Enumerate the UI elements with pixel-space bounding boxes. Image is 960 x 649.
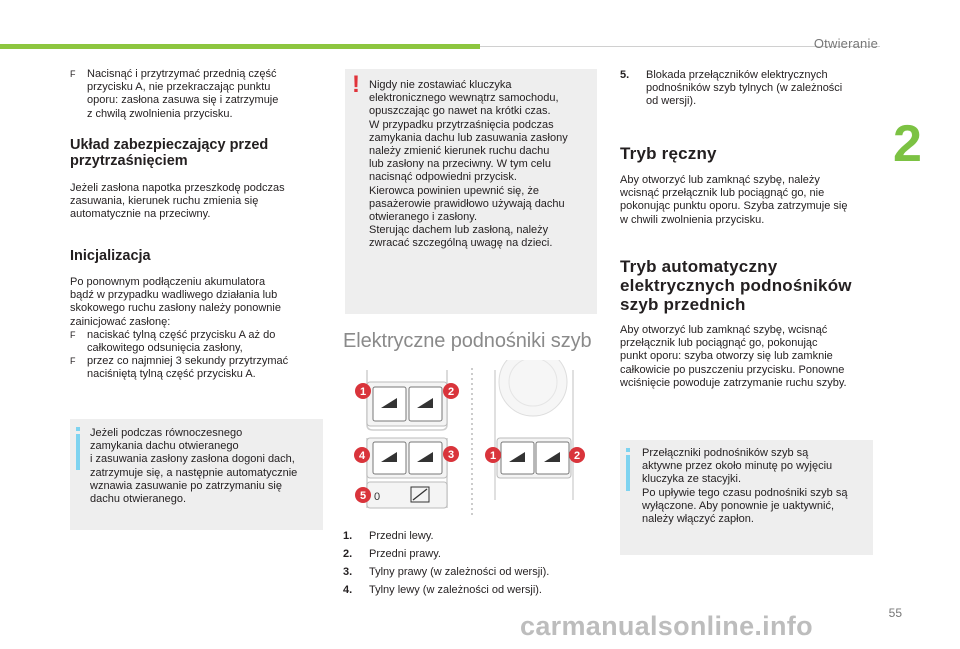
badge-label: 2 bbox=[573, 450, 581, 462]
text-line: i zasuwania zasłony zasłona dogoni dach, bbox=[90, 453, 295, 466]
text-line: Aby otworzyć lub zamknąć szybę, wcisnąć bbox=[620, 324, 828, 336]
text-line: całkowicie po puszczeniu przycisku. Ponowne bbox=[620, 363, 845, 376]
para-manual bbox=[620, 174, 878, 227]
badge-label: 3 bbox=[447, 449, 455, 461]
text-line: Aby otworzyć lub zamknąć szybę, należy bbox=[620, 174, 820, 186]
text-line: Przełączniki podnośników szyb są bbox=[642, 447, 809, 459]
text-line: oporu: zasłona zasuwa się i zatrzymuje bbox=[87, 94, 279, 107]
text-line: wciśnięcie powoduje zatrzymanie ruchu szyby. bbox=[620, 376, 847, 389]
text-line: bądź w przypadku wadliwego działania lub bbox=[70, 289, 278, 302]
list-number: 2. bbox=[343, 548, 353, 560]
badge-1-passenger bbox=[485, 447, 501, 463]
item-5 bbox=[620, 69, 875, 108]
heading-line: przytrzaśnięciem bbox=[70, 153, 188, 169]
window-switch-diagram bbox=[345, 360, 600, 520]
info-icon-bar bbox=[626, 455, 630, 491]
text-line: pokonując punktu oporu. Szyba zatrzymuje się bbox=[620, 200, 848, 213]
text-line: należy zmienić kierunek ruchu dachu bbox=[369, 145, 550, 158]
text-line: w chwili zwolnienia przycisku. bbox=[620, 213, 765, 226]
badge-4 bbox=[354, 447, 370, 463]
list-item bbox=[343, 584, 599, 597]
info-icon bbox=[626, 448, 630, 452]
text-line: od wersji). bbox=[646, 95, 697, 107]
heading-line: Tryb automatyczny bbox=[620, 257, 778, 276]
badge-label: 4 bbox=[358, 450, 366, 462]
init-bullet-2 bbox=[70, 355, 332, 381]
info-icon-bar bbox=[76, 434, 80, 470]
text-line: Blokada przełączników elektrycznych bbox=[646, 69, 828, 81]
warning-icon: ! bbox=[352, 71, 360, 98]
badge-1 bbox=[355, 383, 371, 399]
badge-label: 5 bbox=[359, 490, 367, 502]
init-bullet-1 bbox=[70, 329, 332, 355]
heading-power-windows: Elektryczne podnośniki szyb bbox=[343, 330, 592, 352]
text-line: zasuwania, kierunek ruchu zmienia się bbox=[70, 195, 259, 208]
text-line: Nacisnąć i przytrzymać przednią część bbox=[87, 68, 277, 80]
text-line: lub zasłony na przeciwny. W tym celu bbox=[369, 158, 551, 171]
text-line: wyłączone. Aby ponownie je uaktywnić, bbox=[642, 499, 834, 512]
heading-manual-mode: Tryb ręczny bbox=[620, 144, 717, 163]
warning-box bbox=[345, 69, 597, 314]
badge-5 bbox=[355, 487, 371, 503]
list-number: 5. bbox=[620, 69, 630, 81]
info-box-switches bbox=[620, 440, 873, 555]
bullet-arrow-icon: F bbox=[70, 329, 76, 340]
text-line: dachu otwieranego. bbox=[90, 493, 187, 506]
text-line: opuszczając go nawet na krótki czas. bbox=[369, 105, 551, 118]
list-item bbox=[343, 548, 599, 561]
text-line: Nigdy nie zostawiać kluczyka bbox=[369, 79, 512, 91]
text-line: Jeżeli podczas równoczesnego bbox=[90, 427, 243, 439]
para-auto bbox=[620, 324, 882, 390]
chapter-number: 2 bbox=[893, 115, 922, 173]
list-text: Tylny lewy (w zależności od wersji). bbox=[369, 584, 542, 596]
heading-auto-mode bbox=[620, 257, 880, 314]
section-title: Otwieranie bbox=[813, 36, 878, 51]
text-line: naciskać tylną część przycisku A aż do bbox=[87, 328, 276, 341]
text-line: aktywne przez około minutę po wyjęciu bbox=[642, 460, 833, 473]
text-line: zamykania dachu otwieranego bbox=[90, 440, 239, 453]
text-line: skokowego ruchu zasłony należy ponownie bbox=[70, 302, 281, 315]
heading-line: Układ zabezpieczający przed bbox=[70, 137, 269, 153]
list-text: Tylny prawy (w zależności od wersji). bbox=[369, 566, 550, 578]
list-number: 4. bbox=[343, 584, 353, 596]
info-icon bbox=[76, 427, 80, 431]
lock-zero-label: 0 bbox=[374, 491, 381, 503]
info-box-sunroof bbox=[70, 419, 323, 530]
text-line: zamykania dachu lub zasuwania zasłony bbox=[369, 131, 568, 144]
bullet-arrow-icon: F bbox=[70, 356, 76, 367]
text-line: przez co najmniej 3 sekundy przytrzymać bbox=[87, 355, 289, 368]
badge-2 bbox=[443, 383, 459, 399]
badge-label: 1 bbox=[489, 450, 497, 462]
heading-line: elektrycznych podnośników bbox=[620, 276, 852, 295]
text-line: punkt oporu: szyba otworzy się lub zamknie bbox=[620, 350, 833, 363]
top-accent-bar bbox=[0, 44, 480, 49]
text-line: pasażerowie prawidłowo używają dachu bbox=[369, 197, 565, 210]
para-init bbox=[70, 276, 332, 382]
list-number: 3. bbox=[343, 566, 353, 578]
bullet-front-press bbox=[70, 68, 328, 121]
badge-label: 1 bbox=[359, 386, 367, 398]
list-text: Przedni prawy. bbox=[369, 548, 441, 560]
text-line: przycisku A, nie przekraczając punktu bbox=[87, 81, 271, 94]
text-line: Jeżeli zasłona napotka przeszkodę podczas bbox=[70, 182, 285, 194]
text-line: zwracać szczególną uwagę na dzieci. bbox=[369, 237, 553, 250]
list-number: 1. bbox=[343, 530, 353, 542]
text-line: Po ponownym podłączeniu akumulatora bbox=[70, 276, 266, 288]
heading-init: Inicjalizacja bbox=[70, 248, 151, 264]
para-anti-pinch bbox=[70, 182, 330, 222]
text-line: nacisnąć odpowiedni przycisk. bbox=[369, 171, 517, 184]
badge-3 bbox=[443, 446, 459, 462]
badge-label: 2 bbox=[447, 386, 455, 398]
bullet-arrow-icon: F bbox=[70, 69, 76, 79]
text-line: elektronicznego wewnątrz samochodu, bbox=[369, 92, 559, 105]
list-text: Przedni lewy. bbox=[369, 530, 434, 542]
heading-line: szyb przednich bbox=[620, 295, 746, 314]
door-handle-circle bbox=[499, 360, 567, 416]
watermark: carmanualsonline.info bbox=[520, 611, 813, 641]
text-line: zainicjować zasłonę: bbox=[70, 315, 171, 328]
text-line: z chwilą zwolnienia przycisku. bbox=[87, 107, 233, 120]
list-item bbox=[343, 530, 599, 543]
text-line: całkowitego odsunięcia zasłony, bbox=[87, 342, 243, 355]
text-line: należy włączyć zapłon. bbox=[642, 513, 754, 526]
text-line: wcisnąć przełącznik lub pociągnąć go, nie bbox=[620, 187, 825, 200]
text-line: podnośników szyb tylnych (w zależności bbox=[646, 82, 843, 94]
text-line: przełącznik lub pociągnąć go, pokonując bbox=[620, 337, 818, 350]
text-line: Po upływie tego czasu podnośniki szyb są bbox=[642, 486, 848, 499]
text-line: Kierowca powinien upewnić się, że bbox=[369, 184, 539, 197]
badge-2-passenger bbox=[569, 447, 585, 463]
text-line: kluczyka ze stacyjki. bbox=[642, 473, 742, 486]
text-line: zatrzymuje się, a następnie automatycznie bbox=[90, 466, 298, 479]
text-line: Sterując dachem lub zasłoną, należy bbox=[369, 224, 549, 237]
text-line: otwieranego i zasłony. bbox=[369, 211, 478, 224]
heading-anti-pinch bbox=[70, 137, 330, 169]
text-line: automatycznie na przeciwny. bbox=[70, 208, 211, 221]
text-line: naciśniętą tylną część przycisku A. bbox=[87, 368, 256, 381]
list-item bbox=[343, 566, 599, 579]
text-line: wznawia zasuwanie po zatrzymaniu się bbox=[90, 479, 282, 492]
text-line: W przypadku przytrzaśnięcia podczas bbox=[369, 118, 554, 131]
legend-list bbox=[343, 530, 599, 597]
page-number: 55 bbox=[888, 606, 902, 620]
